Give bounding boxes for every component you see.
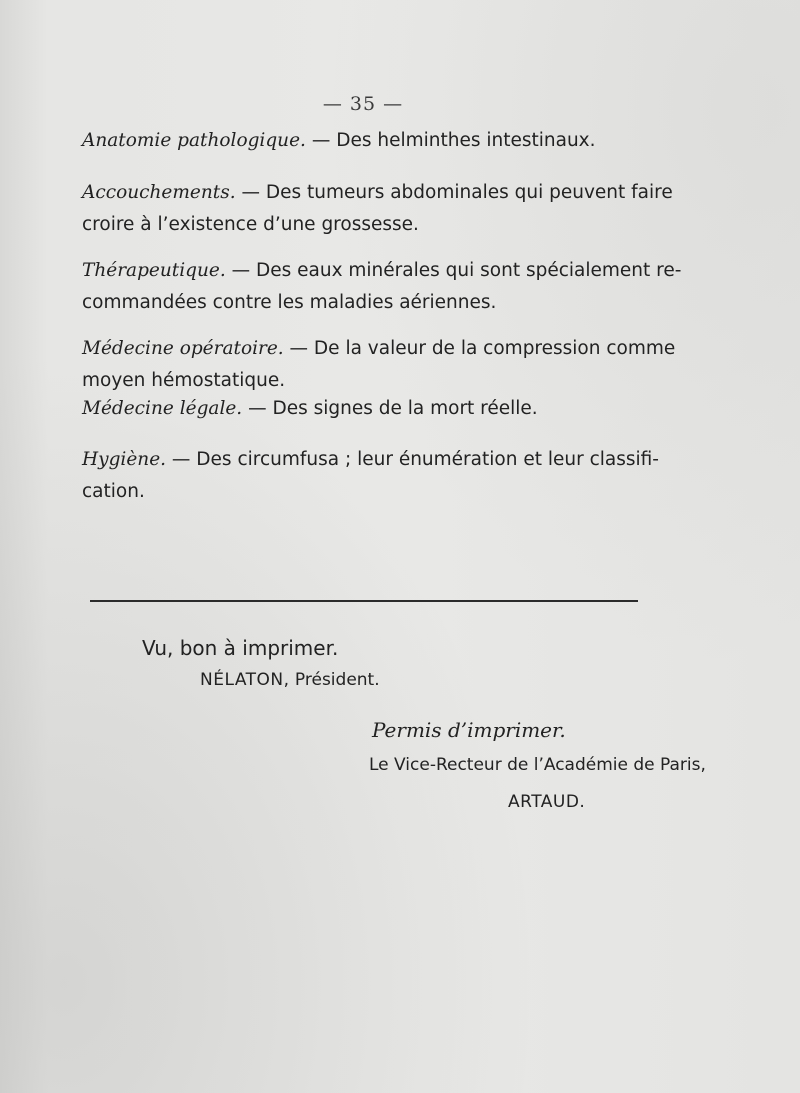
entry-text: — Des tumeurs abdominales qui peuvent faire croire à l’existence d’une grossesse.: [82, 182, 673, 235]
entry-topic: Hygiène.: [82, 449, 167, 470]
approval-text: Vu, bon à imprimer.: [142, 636, 339, 660]
entry-topic: Médecine opératoire.: [82, 338, 284, 359]
permission-authority: Le Vice-Recteur de l’Académie de Paris,: [369, 755, 706, 775]
entry-text: — Des circumfusa ; leur énumération et leur classifi-cation.: [82, 449, 659, 502]
entry-therapeutique: [82, 255, 682, 319]
entry-medecine-operatoire: [82, 333, 682, 397]
president-line: [200, 670, 380, 690]
entry-accouchements: [82, 177, 682, 241]
section-divider: [90, 600, 638, 602]
entry-topic: Médecine légale.: [82, 398, 243, 419]
entry-topic: Thérapeutique.: [82, 260, 226, 281]
entry-medecine-legale: [82, 393, 682, 425]
permission-heading: Permis d’imprimer.: [372, 718, 566, 742]
entry-text: — Des signes de la mort réelle.: [242, 398, 538, 419]
page-number: — 35 —: [322, 93, 404, 115]
entry-topic: Anatomie pathologique.: [82, 130, 306, 151]
entry-hygiene: [82, 444, 682, 508]
permission-signatory: ARTAUD.: [508, 792, 586, 812]
president-title: Président.: [294, 670, 380, 690]
entry-topic: Accouchements.: [82, 182, 236, 203]
president-name: NÉLATON,: [200, 670, 290, 690]
entry-text: — Des helminthes intestinaux.: [305, 130, 596, 151]
entry-text: — Des eaux minérales qui sont spécialement re-commandées contre les maladies aériennes.: [82, 260, 682, 313]
entry-anatomie-pathologique: [82, 125, 682, 157]
entry-text: — De la valeur de la compression comme moyen hémostatique.: [82, 338, 676, 391]
